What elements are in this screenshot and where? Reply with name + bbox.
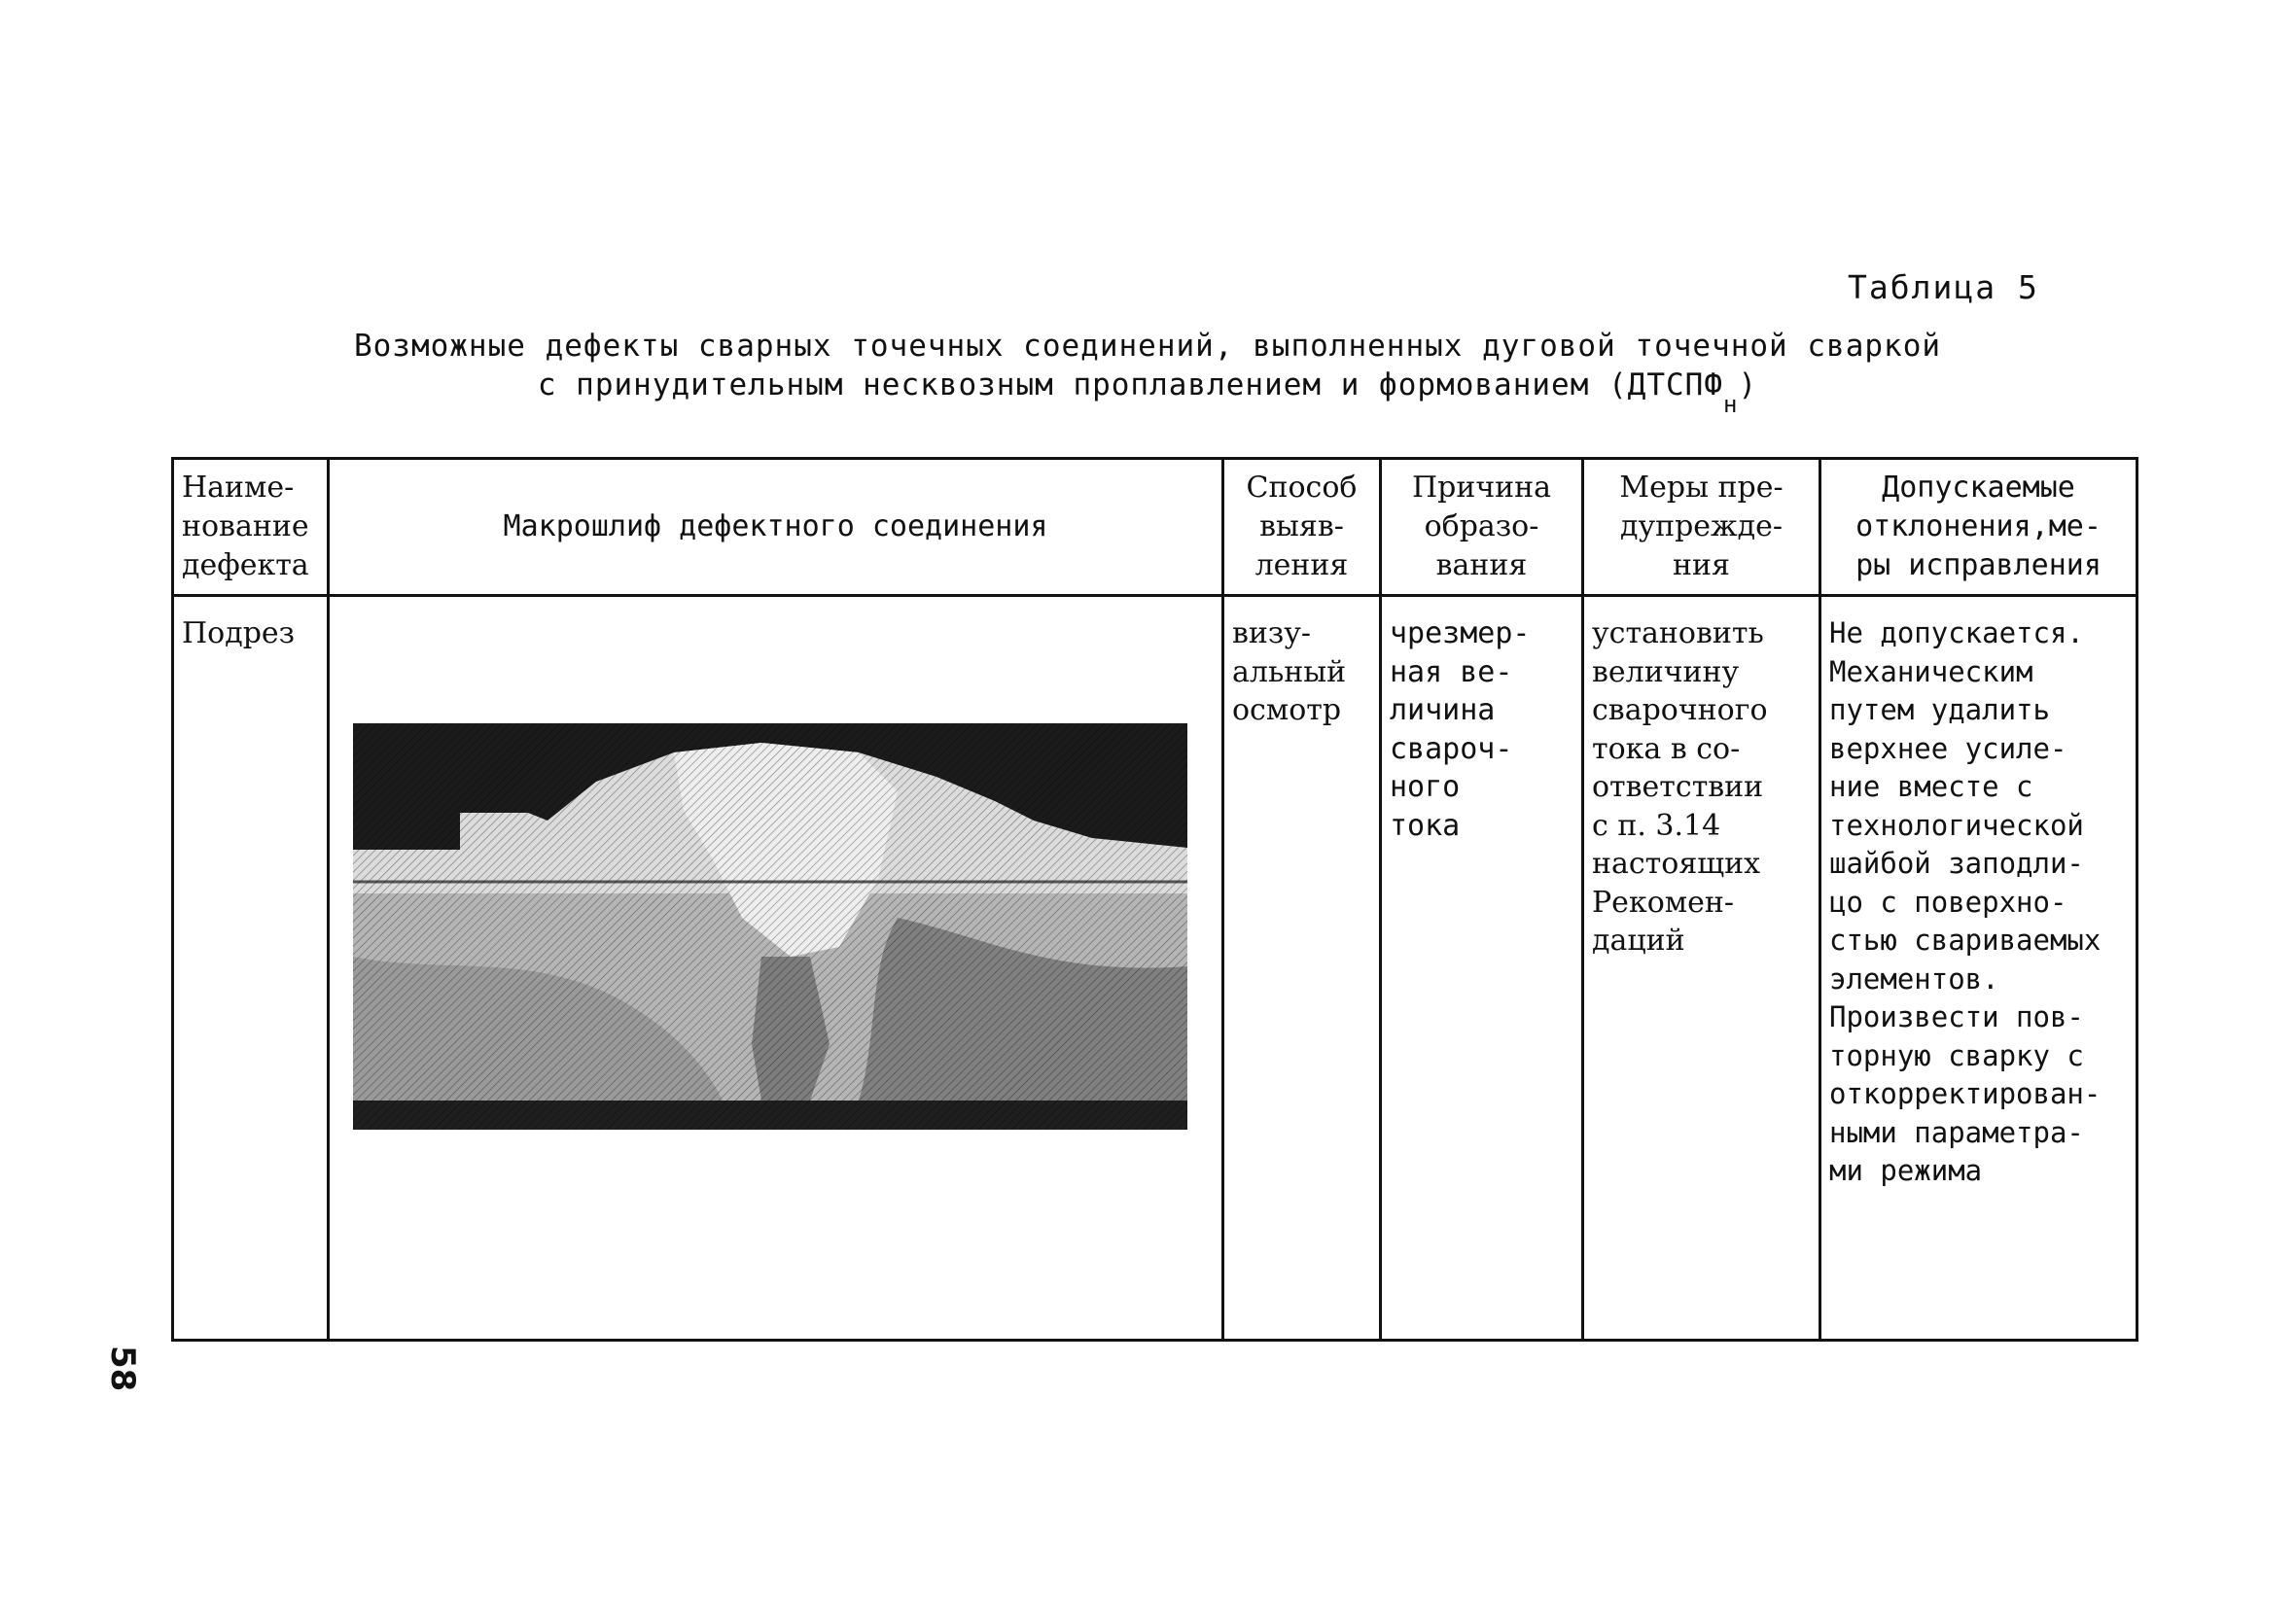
page-number: 58	[103, 1346, 142, 1392]
header-prevention: Меры пре- дупрежде- ния	[1583, 459, 1820, 596]
cell-prevention: установить величину сварочного тока в со- ответствии с п. 3.14 настоящих Рекомен- даций	[1583, 596, 1820, 1341]
cell-detection-method: визу- альный осмотр	[1223, 596, 1381, 1341]
header-row	[173, 459, 2137, 596]
header-macrosection: Макрошлиф дефектного соединения	[329, 459, 1223, 596]
table-title-line-2	[194, 367, 2101, 418]
table-title-line-1: Возможные дефекты сварных точечных соединений, выполненных дуговой точечной сваркой	[353, 329, 1942, 364]
title-line-2-close: )	[1738, 367, 1758, 402]
header-defect-name: Наиме- нование дефекта	[173, 459, 329, 596]
header-cause: Причина образо- вания	[1381, 459, 1583, 596]
cell-macrosection	[329, 596, 1223, 1341]
cell-defect-name: Подрез	[173, 596, 329, 1341]
header-allowed-deviations: Допускаемые отклонения,ме- ры исправления	[1820, 459, 2137, 596]
table-row	[173, 596, 2137, 1341]
macrosection-photo	[353, 723, 1187, 1130]
header-detection-method: Способ выяв- ления	[1223, 459, 1381, 596]
defects-table	[171, 457, 2138, 1342]
cell-cause: чрезмер- ная ве- личина свароч- ного тока	[1381, 596, 1583, 1341]
table-number: Таблица 5	[1848, 268, 2039, 306]
title-line-2-text: с принудительным несквозным проплавлением и формованием (ДТСПФ	[537, 367, 1724, 402]
cell-allowed-deviations: Не допускается. Механическим путем удалить верхнее усиле- ние вместе с технологической шайбой заподли- цо с поверхно- стью свариваемых элементов. Произвести пов- торную сварку с откорректирован- ными параметра- ми режима	[1820, 596, 2137, 1341]
title-subscript: н	[1723, 391, 1739, 418]
